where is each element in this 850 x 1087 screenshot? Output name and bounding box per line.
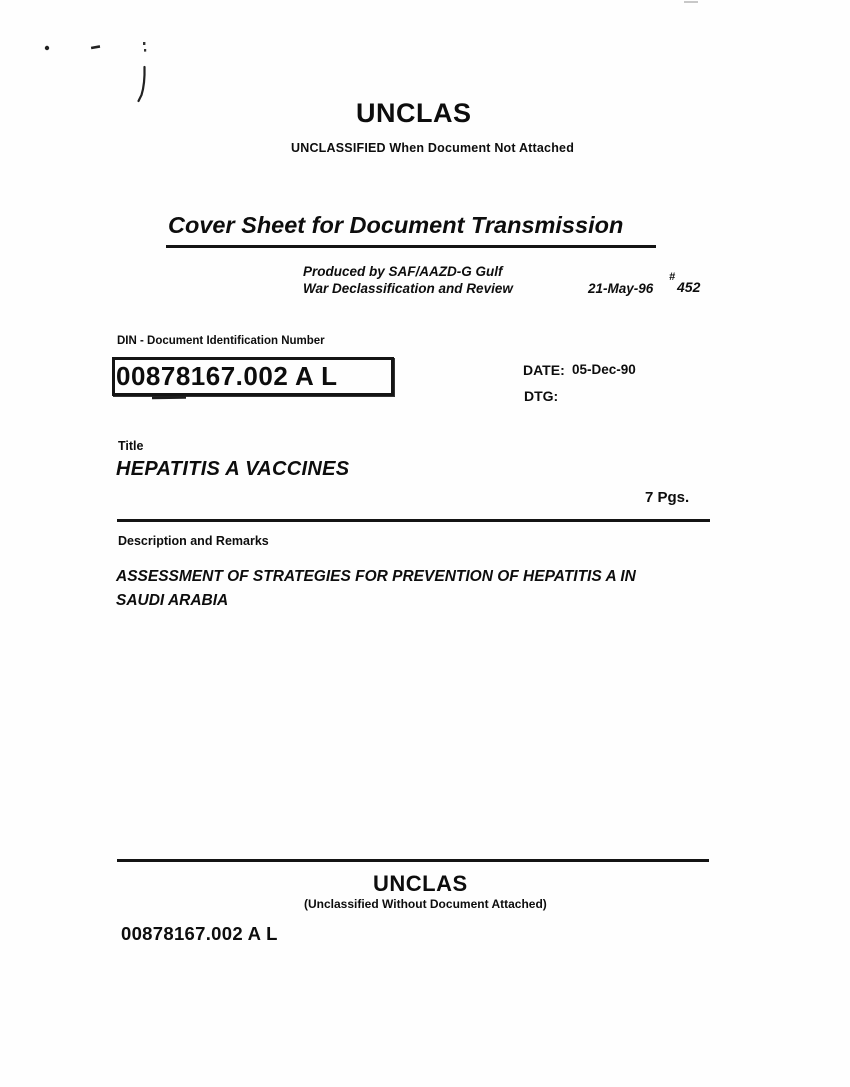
scan-artifact-under-box xyxy=(152,396,186,400)
produced-by-line1: Produced by SAF/AAZD-G Gulf xyxy=(303,264,503,279)
description-label: Description and Remarks xyxy=(118,534,269,548)
date-value: 05-Dec-90 xyxy=(572,362,636,377)
page-title: Cover Sheet for Document Transmission xyxy=(166,212,656,248)
description-line1: ASSESSMENT OF STRATEGIES FOR PREVENTION OF HEPATITIS A IN xyxy=(116,568,636,585)
classification-note-top: UNCLASSIFIED When Document Not Attached xyxy=(291,141,575,155)
dtg-label: DTG: xyxy=(524,388,559,404)
din-value: 00878167.002 A L xyxy=(116,361,338,391)
din-value-box xyxy=(112,357,394,396)
classification-banner-top: UNCLAS xyxy=(356,98,472,128)
produced-by-line2: War Declassification and Review xyxy=(303,281,513,296)
produced-date: 21-May-96 xyxy=(588,281,654,296)
page-count: 7 Pgs. xyxy=(645,489,690,506)
hash-symbol: # xyxy=(669,271,676,283)
sequence-number: 452 xyxy=(677,279,701,295)
horizontal-rule-lower xyxy=(117,859,709,862)
scan-artifact-top xyxy=(684,1,698,3)
date-label: DATE: xyxy=(523,362,565,378)
din-footer: 00878167.002 A L xyxy=(121,923,278,944)
classification-banner-bottom: UNCLAS xyxy=(373,871,468,896)
scan-artifacts-top-left xyxy=(30,35,160,110)
description-line2: SAUDI ARABIA xyxy=(116,592,229,609)
din-label: DIN - Document Identification Number xyxy=(117,335,325,347)
title-field-label: Title xyxy=(118,439,144,453)
classification-note-bottom: (Unclassified Without Document Attached) xyxy=(304,897,547,911)
horizontal-rule-upper xyxy=(117,519,710,522)
document-title: HEPATITIS A VACCINES xyxy=(116,458,350,480)
